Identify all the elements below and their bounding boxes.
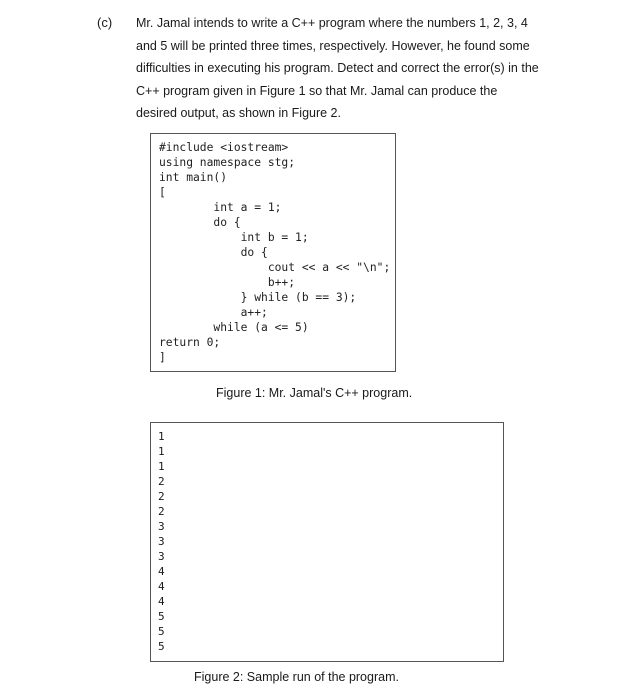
output-line: 5 — [158, 625, 165, 638]
figure2-output-box — [150, 422, 504, 662]
output-line: 1 — [158, 430, 165, 443]
output-line: 4 — [158, 595, 165, 608]
output-line: 2 — [158, 490, 165, 503]
question-label: (c) — [97, 15, 113, 30]
output-line: 4 — [158, 565, 165, 578]
output-line: 3 — [158, 535, 165, 548]
figure2-output — [158, 429, 165, 654]
output-line: 2 — [158, 505, 165, 518]
output-line: 2 — [158, 475, 165, 488]
output-line: 4 — [158, 580, 165, 593]
figure2-caption: Figure 2: Sample run of the program. — [194, 670, 399, 684]
figure1-caption: Figure 1: Mr. Jamal's C++ program. — [216, 386, 413, 400]
output-line: 3 — [158, 520, 165, 533]
output-line: 1 — [158, 445, 165, 458]
output-line: 5 — [158, 640, 165, 653]
output-line: 5 — [158, 610, 165, 623]
figure1-code: #include <iostream> using namespace stg; int main() [ int a = 1; do { int b = 1; do { cout << a << "\n"; b++; } while (b == 3); a++; while (a <= 5) return 0; ] — [159, 141, 391, 364]
question-text: Mr. Jamal intends to write a C++ program where the numbers 1, 2, 3, 4 and 5 will be printed three times, respectively. However, he found some difficulties in executing his program. Detect and correct the error(s) in the C++ program given in Figure 1 so that Mr. Jamal can produce the desired output, as shown in Figure 2. — [136, 16, 539, 120]
figure1-code-box — [150, 133, 396, 372]
output-line: 3 — [158, 550, 165, 563]
output-line: 1 — [158, 460, 165, 473]
